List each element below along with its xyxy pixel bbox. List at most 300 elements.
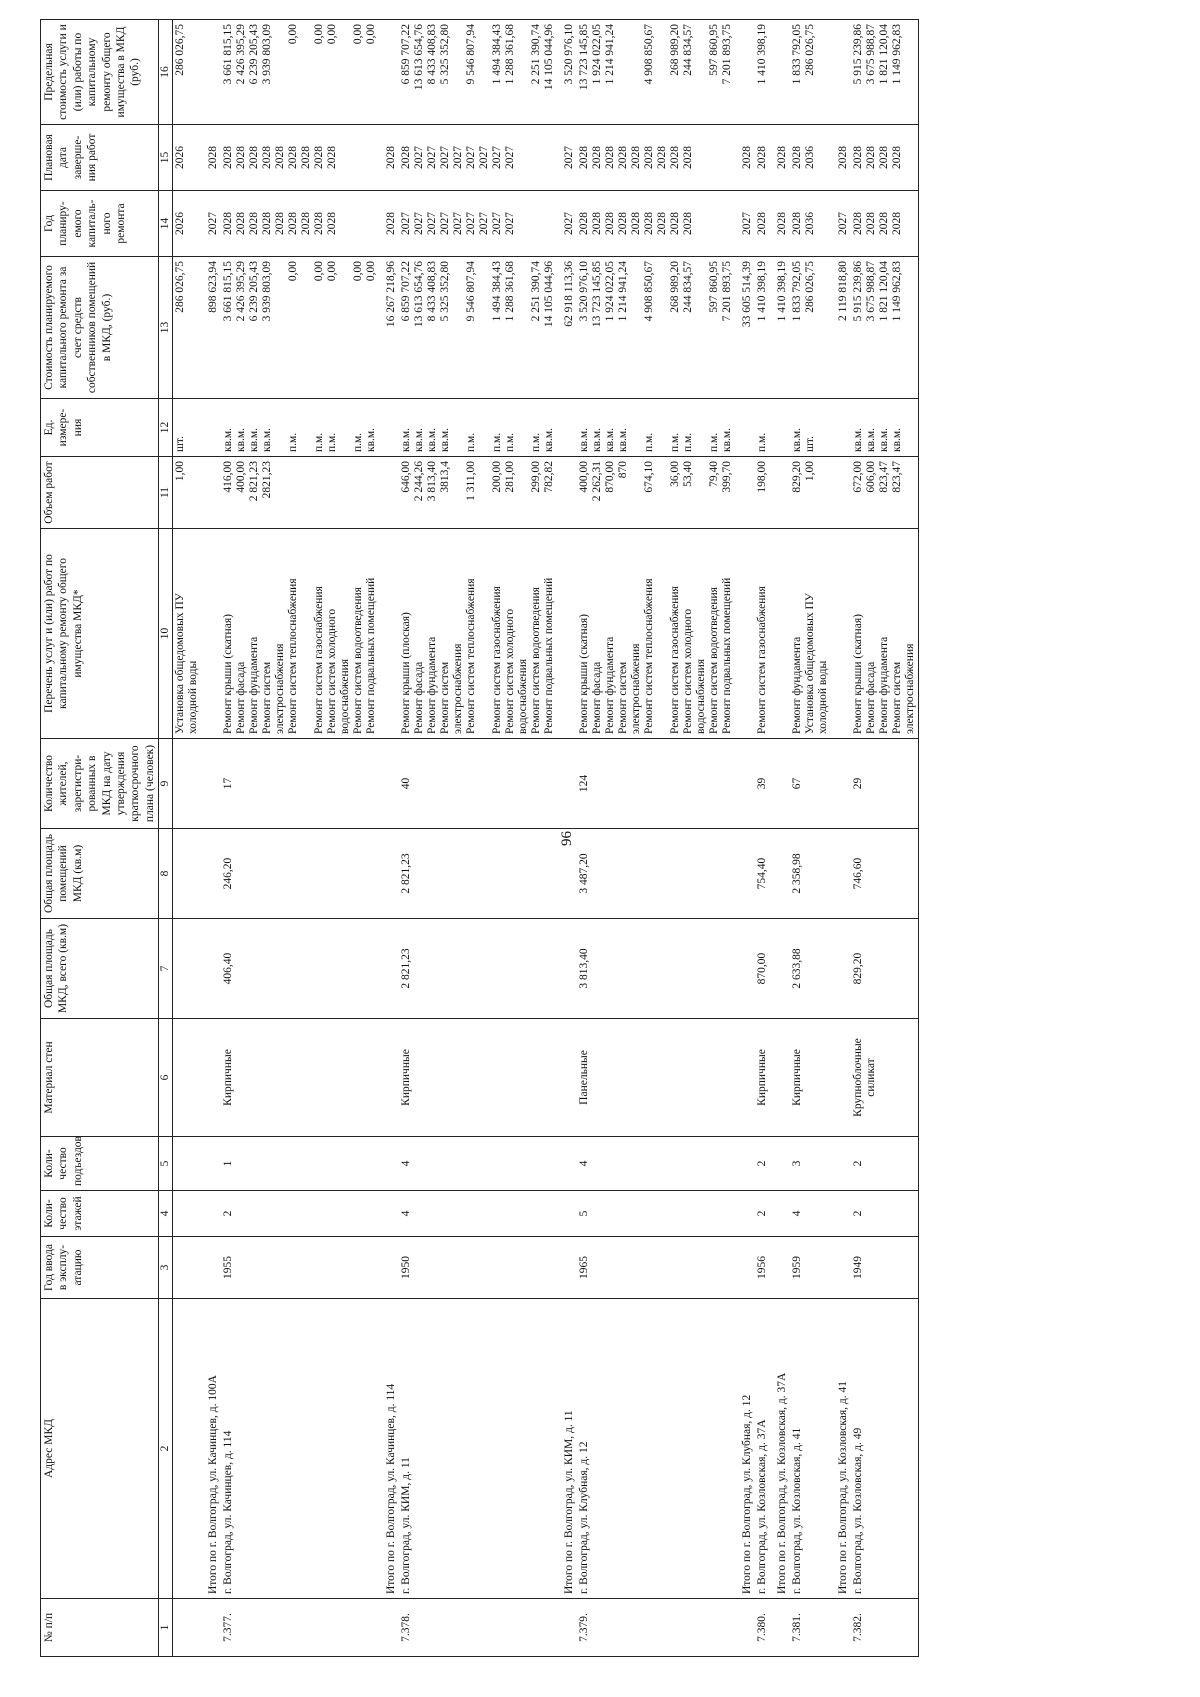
address-cell: г. Волгоград, ул. КИМ, д. 11 (399, 1299, 557, 1599)
planned-cost-line (300, 261, 313, 394)
work-list-line: водоснабжения (694, 658, 707, 734)
planned-cost-line: 16 267 218,96 (384, 261, 397, 328)
due-year-line: 2028 (577, 146, 590, 169)
planned-cost-line (817, 261, 830, 394)
planned-cost-line: 7 201 893,75 (720, 261, 733, 322)
column-number: 12 (159, 399, 173, 457)
unit-cell (221, 399, 379, 457)
work-volume-line: 2 821,23 (247, 461, 260, 502)
commission-year-cell (379, 1237, 399, 1299)
commission-year-cell (172, 1237, 201, 1299)
wall-material-cell (831, 1019, 851, 1137)
row-number-cell: 7.382. (851, 1599, 919, 1657)
plan-year-line: 2028 (312, 212, 325, 235)
unit-cell (379, 399, 399, 457)
table-row (851, 20, 919, 1657)
plan-year-cell (201, 191, 221, 257)
plan-year-line: 2028 (877, 212, 890, 235)
due-year-line: 2028 (286, 146, 299, 169)
due-year-cell (577, 125, 735, 191)
wall-material-cell: Кирпичные (399, 1019, 557, 1137)
planned-cost-line: 9 546 807,94 (464, 261, 477, 322)
due-year-line: 2028 (234, 146, 247, 169)
limit-cost-line (695, 24, 708, 120)
total-area-cell (172, 919, 201, 1019)
header-row (41, 20, 159, 1657)
planned-cost-line: 3 520 976,10 (577, 261, 590, 322)
unit-line (656, 403, 669, 452)
row-number-cell: 7.379. (577, 1599, 735, 1657)
work-list-line: Ремонт фасада (864, 661, 877, 734)
limit-cost-line: 286 026,75 (803, 24, 816, 76)
limit-cost-cell (399, 20, 557, 125)
limit-cost-line (339, 24, 352, 120)
unit-line: кв.м. (790, 427, 803, 452)
due-year-line: 2028 (325, 146, 338, 169)
due-year-line: 2028 (260, 146, 273, 169)
limit-cost-line: 1 924 022,05 (590, 24, 603, 85)
total-area-cell: 829,20 (851, 919, 919, 1019)
table-body (172, 20, 918, 1657)
due-year-line: 2028 (384, 146, 397, 169)
unit-line: кв.м. (864, 427, 877, 452)
plan-year-line: 2027 (503, 212, 516, 235)
entrances-count-cell: 3 (790, 1137, 831, 1191)
premises-area-cell (770, 829, 790, 919)
floors-count-cell (770, 1191, 790, 1237)
total-area-cell (735, 919, 755, 1019)
unit-line (274, 403, 287, 452)
due-year-cell (755, 125, 770, 191)
work-volume-cell (755, 457, 770, 529)
limit-cost-line (517, 24, 530, 120)
column-header: Перечень услуг и (или) работ по капитальному ремонту общего имущества МКД* (41, 529, 159, 739)
work-list-line: Ремонт фундамента (790, 636, 803, 734)
planned-cost-line (630, 261, 643, 394)
planned-cost-line: 597 860,95 (707, 261, 720, 313)
work-list-line (478, 533, 491, 734)
due-year-line: 2028 (590, 146, 603, 169)
plan-year-line: 2028 (590, 212, 603, 235)
limit-cost-cell (851, 20, 919, 125)
planned-cost-cell (790, 257, 831, 399)
plan-year-line: 2036 (803, 212, 816, 235)
due-year-line: 2028 (668, 146, 681, 169)
planned-cost-line: 1 214 941,24 (616, 261, 629, 322)
planned-cost-line: 1 410 398,19 (775, 261, 788, 322)
work-volume-line: 646,00 (399, 461, 412, 493)
premises-area-cell (557, 829, 577, 919)
floors-count-cell: 5 (577, 1191, 735, 1237)
due-year-line: 2027 (477, 146, 490, 169)
planned-cost-line (904, 261, 917, 394)
planned-cost-line: 1 149 962,83 (890, 261, 903, 322)
unit-cell (399, 399, 557, 457)
due-year-line: 2026 (173, 146, 186, 169)
due-year-line: 2028 (629, 146, 642, 169)
address-cell: г. Волгоград, ул. Клубная, д. 12 (577, 1299, 735, 1599)
limit-cost-line (617, 24, 630, 120)
due-year-cell (790, 125, 831, 191)
planned-cost-line: 1 924 022,05 (603, 261, 616, 322)
premises-area-cell: 246,20 (221, 829, 379, 919)
limit-cost-line (776, 24, 789, 120)
limit-cost-line: 268 989,20 (668, 24, 681, 76)
work-volume-line (563, 461, 576, 524)
planned-cost-line: 898 623,94 (206, 261, 219, 313)
premises-area-cell: 3 487,20 (577, 829, 735, 919)
work-list-cell (755, 529, 770, 739)
work-volume-line: 870,00 (603, 461, 616, 493)
planned-cost-line (517, 261, 530, 394)
work-volume-cell (735, 457, 755, 529)
unit-line: кв.м. (260, 427, 273, 452)
work-list-cell (735, 529, 755, 739)
work-list-line (385, 533, 398, 734)
entrances-count-cell: 2 (755, 1137, 770, 1191)
plan-year-line: 2027 (425, 212, 438, 235)
total-row (735, 20, 755, 1657)
work-volume-line (656, 461, 669, 524)
work-volume-line (187, 461, 200, 524)
plan-year-line: 2028 (681, 212, 694, 235)
work-volume-cell (379, 457, 399, 529)
work-list-line: Ремонт систем газоснабжения (490, 586, 503, 734)
entrances-count-cell (735, 1137, 755, 1191)
column-number: 16 (159, 20, 173, 125)
planned-cost-line: 0,00 (351, 261, 364, 282)
residents-count-cell: 17 (221, 739, 379, 829)
work-list-line: Ремонт систем газоснабжения (312, 586, 325, 734)
total-area-cell (379, 919, 399, 1019)
unit-line (517, 403, 530, 452)
limit-cost-cell (172, 20, 201, 125)
planned-cost-line: 0,00 (325, 261, 338, 282)
due-year-cell (172, 125, 201, 191)
residents-count-cell: 40 (399, 739, 557, 829)
due-year-line: 2028 (836, 146, 849, 169)
floors-count-cell: 4 (399, 1191, 557, 1237)
column-header: Общая площадь помещений МКД (кв.м) (41, 829, 159, 919)
work-list-line: Ремонт систем (438, 661, 451, 734)
entrances-count-cell (770, 1137, 790, 1191)
due-year-line: 2036 (803, 146, 816, 169)
planned-cost-line: 1 833 792,05 (790, 261, 803, 322)
due-year-cell (201, 125, 221, 191)
limit-cost-line: 0,00 (325, 24, 338, 45)
residents-count-cell (735, 739, 755, 829)
column-number: 13 (159, 257, 173, 399)
due-year-line: 2028 (221, 146, 234, 169)
work-list-line: Ремонт крыши (скатная) (577, 614, 590, 734)
row-number-cell: 7.377. (221, 1599, 379, 1657)
unit-line (207, 403, 220, 452)
work-volume-line (274, 461, 287, 524)
commission-year-cell: 1950 (399, 1237, 557, 1299)
work-volume-cell (790, 457, 831, 529)
due-year-cell (399, 125, 557, 191)
due-year-line: 2028 (740, 146, 753, 169)
wall-material-cell (379, 1019, 399, 1137)
limit-cost-cell (201, 20, 221, 125)
premises-area-cell: 2 821,23 (399, 829, 557, 919)
unit-cell (790, 399, 831, 457)
plan-year-line: 2027 (399, 212, 412, 235)
address-cell: г. Волгоград, ул. Козловская, д. 41 (790, 1299, 831, 1599)
due-year-cell (221, 125, 379, 191)
due-year-cell (770, 125, 790, 191)
planned-cost-line: 62 918 113,36 (562, 261, 575, 327)
plan-year-line: 2027 (490, 212, 503, 235)
planned-cost-line: 1 821 120,04 (877, 261, 890, 322)
planned-cost-line (656, 261, 669, 394)
work-volume-line: 2 262,31 (590, 461, 603, 502)
work-volume-line: 870 (616, 461, 629, 479)
unit-line (837, 403, 850, 452)
commission-year-cell (831, 1237, 851, 1299)
address-cell: г. Волгоград, ул. Козловская, д. 49 (851, 1299, 919, 1599)
total-area-cell: 3 813,40 (577, 919, 735, 1019)
unit-line: кв.м. (877, 427, 890, 452)
work-volume-line: 1 311,00 (464, 461, 477, 501)
work-list-line: электроснабжения (451, 643, 464, 734)
limit-cost-line (478, 24, 491, 120)
work-volume-line: 829,20 (790, 461, 803, 493)
planned-cost-line: 2 251 390,74 (529, 261, 542, 322)
limit-cost-line (656, 24, 669, 120)
planned-cost-line: 3 661 815,15 (221, 261, 234, 322)
work-list-line: Ремонт фасада (234, 661, 247, 734)
due-year-line: 2027 (438, 146, 451, 169)
planned-cost-cell (851, 257, 919, 399)
work-volume-line: 823,47 (877, 461, 890, 493)
plan-year-cell (831, 191, 851, 257)
total-area-cell: 406,40 (221, 919, 379, 1019)
limit-cost-line: 0,00 (364, 24, 377, 45)
due-year-line: 2027 (464, 146, 477, 169)
limit-cost-line (300, 24, 313, 120)
unit-line: п.м. (755, 432, 768, 452)
column-header: Ед. измере-ния (41, 399, 159, 457)
plan-year-line: 2028 (325, 212, 338, 235)
work-list-line (741, 533, 754, 734)
unit-cell (755, 399, 770, 457)
wall-material-cell: Кирпичные (790, 1019, 831, 1137)
address-cell: г. Волгоград, ул. Качинцев, д. 114 (221, 1299, 379, 1599)
column-number: 8 (159, 829, 173, 919)
table-row (790, 20, 831, 1657)
due-year-line: 2028 (247, 146, 260, 169)
column-number: 5 (159, 1137, 173, 1191)
plan-year-line: 2028 (603, 212, 616, 235)
column-number: 7 (159, 919, 173, 1019)
column-header: Коли-чество подъездов (41, 1137, 159, 1191)
work-list-line: водоснабжения (516, 658, 529, 734)
total-area-cell (201, 919, 221, 1019)
premises-area-cell (735, 829, 755, 919)
due-year-line: 2028 (775, 146, 788, 169)
floors-count-cell: 2 (221, 1191, 379, 1237)
total-row (770, 20, 790, 1657)
due-year-line: 2027 (425, 146, 438, 169)
due-year-cell (831, 125, 851, 191)
limit-cost-cell (557, 20, 577, 125)
limit-cost-line: 0,00 (286, 24, 299, 45)
plan-year-cell (790, 191, 831, 257)
due-year-cell (557, 125, 577, 191)
planned-cost-line: 33 605 514,39 (740, 261, 753, 328)
work-list-line: Установка общедомовых ПУ (173, 593, 186, 734)
planned-cost-cell (379, 257, 399, 399)
unit-line: кв.м. (720, 427, 733, 452)
total-area-cell: 2 821,23 (399, 919, 557, 1019)
column-header: Предельная стоимость услуги и (или) работы по капитальному ремонту общего имущества в МКД (руб.) (41, 20, 159, 125)
plan-year-line: 2028 (790, 212, 803, 235)
unit-line: кв.м. (438, 427, 451, 452)
planned-cost-line: 244 834,57 (681, 261, 694, 313)
work-list-line: Ремонт фундамента (603, 636, 616, 734)
work-list-line (656, 533, 669, 734)
limit-cost-line (741, 24, 754, 120)
plan-year-line: 2027 (206, 212, 219, 235)
unit-line: кв.м. (221, 427, 234, 452)
column-number: 2 (159, 1299, 173, 1599)
work-list-line: Ремонт крыши (скатная) (851, 614, 864, 734)
planned-cost-line: 3 675 988,87 (864, 261, 877, 322)
due-year-line: 2028 (616, 146, 629, 169)
planned-cost-line: 0,00 (312, 261, 325, 282)
plan-year-line: 2028 (384, 212, 397, 235)
entrances-count-cell: 4 (399, 1137, 557, 1191)
unit-line: кв.м. (364, 427, 377, 452)
repair-plan-table (40, 19, 919, 1657)
work-list-cell (770, 529, 790, 739)
row-number-cell (201, 1599, 221, 1657)
work-list-line: Ремонт систем водоотведения (707, 587, 720, 734)
planned-cost-line: 14 105 044,96 (542, 261, 555, 328)
plan-year-line: 2028 (755, 212, 768, 235)
limit-cost-line: 2 251 390,74 (529, 24, 542, 85)
wall-material-cell: Кирпичные (221, 1019, 379, 1137)
planned-cost-cell (201, 257, 221, 399)
unit-line: кв.м. (425, 427, 438, 452)
due-year-line: 2028 (299, 146, 312, 169)
plan-year-line: 2027 (438, 212, 451, 235)
unit-line (776, 403, 789, 452)
unit-line: кв.м. (851, 427, 864, 452)
work-volume-line: 416,00 (221, 461, 234, 493)
work-list-line: холодной воды (186, 660, 199, 734)
column-number: 10 (159, 529, 173, 739)
plan-year-line: 2028 (577, 212, 590, 235)
column-number-row (159, 20, 173, 1657)
limit-cost-line: 1 288 361,68 (503, 24, 516, 85)
row-number-cell (379, 1599, 399, 1657)
entrances-count-cell (831, 1137, 851, 1191)
limit-cost-line: 6 239 205,43 (247, 24, 260, 85)
planned-cost-line: 286 026,75 (803, 261, 816, 313)
due-year-line: 2027 (490, 146, 503, 169)
residents-count-cell (201, 739, 221, 829)
planned-cost-line (695, 261, 708, 394)
residents-count-cell: 67 (790, 739, 831, 829)
entrances-count-cell (172, 1137, 201, 1191)
premises-area-cell (201, 829, 221, 919)
limit-cost-line: 4 908 850,67 (642, 24, 655, 85)
residents-count-cell (770, 739, 790, 829)
work-volume-line: 2 244,26 (412, 461, 425, 502)
due-year-line: 2028 (273, 146, 286, 169)
limit-cost-line: 8 433 408,83 (425, 24, 438, 85)
plan-year-line: 2027 (412, 212, 425, 235)
work-volume-cell (851, 457, 919, 529)
planned-cost-line: 3 939 803,09 (260, 261, 273, 322)
limit-cost-line: 3 520 976,10 (562, 24, 575, 85)
work-list-line: Установка общедомовых ПУ (803, 593, 816, 734)
due-year-line: 2027 (412, 146, 425, 169)
unit-line: п.м. (642, 432, 655, 452)
floors-count-cell (379, 1191, 399, 1237)
column-number: 15 (159, 125, 173, 191)
work-list-line: Ремонт подвальных помещений (542, 577, 555, 734)
work-volume-line: 281,00 (503, 461, 516, 493)
limit-cost-line (817, 24, 830, 120)
work-volume-line: 2821,23 (260, 461, 273, 499)
work-volume-line (365, 461, 378, 524)
work-list-line: Ремонт фундамента (877, 636, 890, 734)
work-volume-cell (557, 457, 577, 529)
plan-year-line: 2028 (234, 212, 247, 235)
planned-cost-cell (770, 257, 790, 399)
work-list-line: Ремонт систем газоснабжения (755, 586, 768, 734)
work-list-line: Ремонт систем теплоснабжения (286, 578, 299, 734)
work-list-line: Ремонт систем холодного (325, 608, 338, 734)
commission-year-cell: 1956 (755, 1237, 770, 1299)
wall-material-cell (770, 1019, 790, 1137)
unit-cell (770, 399, 790, 457)
plan-year-cell (172, 191, 201, 257)
limit-cost-cell (755, 20, 770, 125)
limit-cost-line: 1 410 398,19 (755, 24, 768, 85)
limit-cost-line (207, 24, 220, 120)
due-year-cell (851, 125, 919, 191)
work-list-line: Ремонт систем теплоснабжения (642, 578, 655, 734)
row-number-cell (770, 1599, 790, 1657)
unit-line: кв.м. (542, 427, 555, 452)
limit-cost-line (904, 24, 917, 120)
unit-cell (735, 399, 755, 457)
work-volume-line: 672,00 (851, 461, 864, 493)
limit-cost-line: 7 201 893,75 (720, 24, 733, 85)
plan-year-line: 2027 (740, 212, 753, 235)
work-volume-line: 36,00 (668, 461, 681, 487)
row-number-cell (735, 1599, 755, 1657)
column-header: Год планиру-емого капиталь-ного ремонта (41, 191, 159, 257)
unit-line: п.м. (351, 432, 364, 452)
address-cell: Итого по г. Волгоград, ул. Козловская, д. 37А (770, 1299, 790, 1599)
limit-cost-line: 2 426 395,29 (234, 24, 247, 85)
table-row (172, 20, 201, 1657)
floors-count-cell (735, 1191, 755, 1237)
due-year-line: 2028 (877, 146, 890, 169)
work-volume-line (904, 461, 917, 524)
unit-line (817, 403, 830, 452)
column-header: Плановая дата заверше-ния работ (41, 125, 159, 191)
premises-area-cell (172, 829, 201, 919)
unit-line: п.м. (681, 432, 694, 452)
work-list-cell (577, 529, 735, 739)
unit-line (187, 403, 200, 452)
